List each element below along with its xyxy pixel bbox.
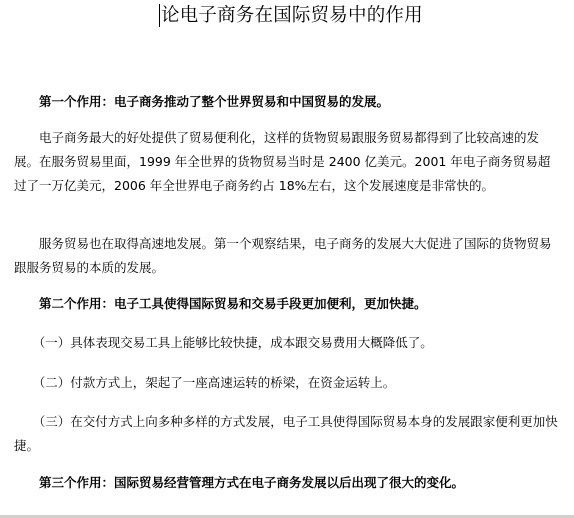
heading-third-role: 第三个作用：国际贸易经营管理方式在电子商务发展以后出现了很大的变化。 bbox=[14, 475, 465, 490]
list-item-three: （三）在交付方式上向多种多样的方式发展，电子工具使得国际贸易本身的发展跟家便利更加快捷。 bbox=[14, 414, 558, 453]
document-title: 论电子商务在国际贸易中的作用 bbox=[161, 5, 423, 26]
paragraph-ecommerce-benefits: 电子商务最大的好处提供了贸易便利化，这样的货物贸易跟服务贸易都得到了比较高速的发展。在服务贸易里面，1999 年全世界的货物贸易当时是 2400 亿美元。2001 年电子商务贸易超过了一万亿美元，2006 年全世界电子商务约占 18%左右，这个发展速度是非常快的。 bbox=[14, 130, 551, 193]
list-item-two: （二）付款方式上，架起了一座高速运转的桥梁，在资金运转上。 bbox=[14, 375, 396, 390]
heading-first-role: 第一个作用：电子商务推动了整个世界贸易和中国贸易的发展。 bbox=[14, 94, 390, 109]
paragraph-service-trade: 服务贸易也在取得高速地发展。第一个观察结果，电子商务的发展大大促进了国际的货物贸易跟服务贸易的本质的发展。 bbox=[14, 236, 552, 275]
text-cursor bbox=[159, 4, 160, 27]
heading-second-role: 第二个作用：电子工具使得国际贸易和交易手段更加便利，更加快捷。 bbox=[14, 296, 427, 311]
list-item-one: （一）具体表现交易工具上能够比较快捷，成本跟交易费用大概降低了。 bbox=[14, 335, 433, 350]
